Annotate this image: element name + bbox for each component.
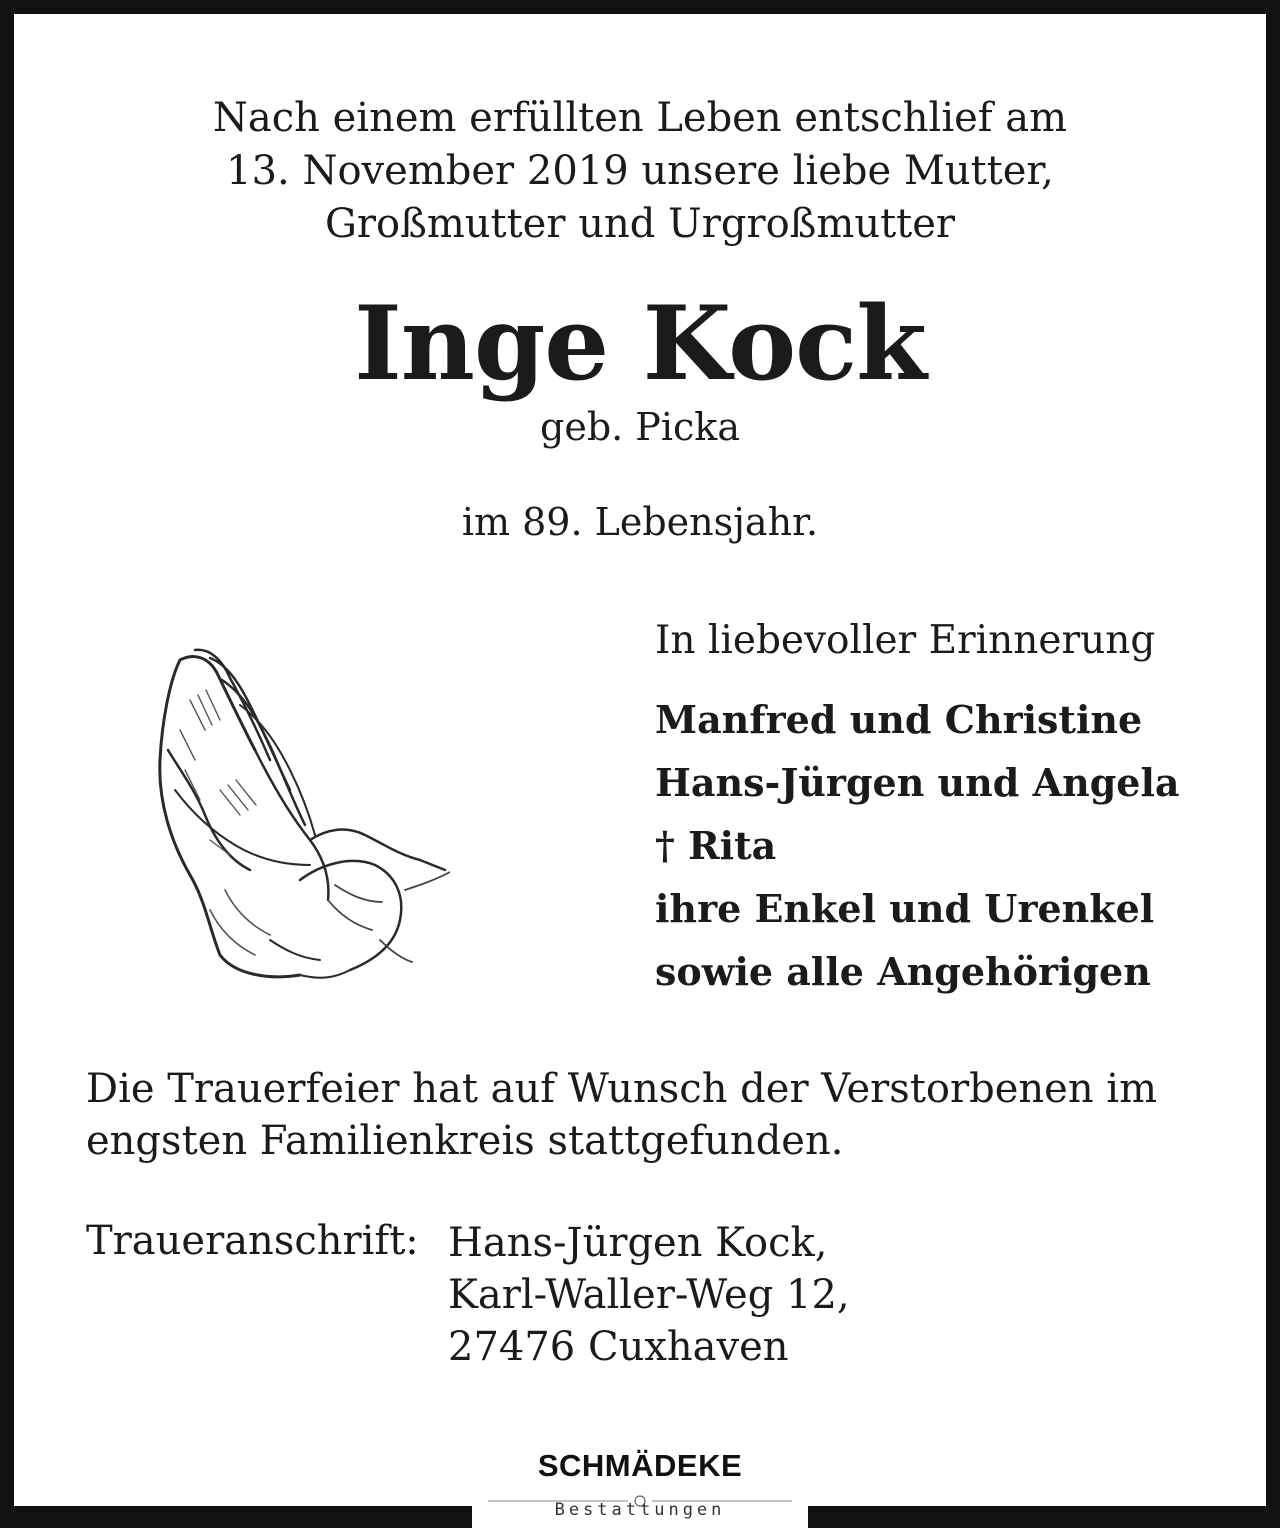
family-line: † Rita xyxy=(655,823,777,868)
funeral-home-logo xyxy=(488,1446,792,1536)
border-bottom-left xyxy=(0,1506,472,1528)
logo-divider xyxy=(488,1495,792,1507)
border-bottom-right xyxy=(808,1506,1280,1528)
family-list xyxy=(655,688,1180,1003)
intro-line: 13. November 2019 unsere liebe Mutter, xyxy=(226,148,1054,194)
family-line: ihre Enkel und Urenkel xyxy=(655,886,1155,931)
memory-heading: In liebevoller Erinnerung xyxy=(655,618,1156,663)
address-line: Hans-Jürgen Kock, xyxy=(448,1220,828,1266)
deceased-name: Inge Kock xyxy=(354,284,926,404)
logo-name: SCHMÄDEKE xyxy=(537,1448,743,1483)
intro-line: Großmutter und Urgroßmutter xyxy=(324,201,956,247)
family-line: Manfred und Christine xyxy=(655,697,1143,742)
ceremony-line: Die Trauerfeier hat auf Wunsch der Verstorbenen im xyxy=(86,1066,1158,1112)
logo-subtitle: Bestattungen xyxy=(554,1500,726,1520)
intro-line: Nach einem erfüllten Leben entschlief am xyxy=(212,95,1068,141)
address-label: Traueranschrift: xyxy=(86,1218,419,1264)
address-line: Karl-Waller-Weg 12, xyxy=(448,1272,850,1318)
praying-hands-icon xyxy=(150,640,450,985)
family-line: Hans-Jürgen und Angela xyxy=(655,760,1180,805)
ceremony-line: engsten Familienkreis stattgefunden. xyxy=(86,1118,844,1164)
address-line: 27476 Cuxhaven xyxy=(448,1324,789,1370)
family-line: sowie alle Angehörigen xyxy=(655,949,1151,994)
ceremony-note xyxy=(86,1063,1157,1167)
intro-text xyxy=(0,92,1280,251)
address-block xyxy=(448,1217,850,1373)
border-top xyxy=(0,0,1280,14)
maiden-name: geb. Picka xyxy=(540,405,740,449)
age-text: im 89. Lebensjahr. xyxy=(461,500,819,544)
